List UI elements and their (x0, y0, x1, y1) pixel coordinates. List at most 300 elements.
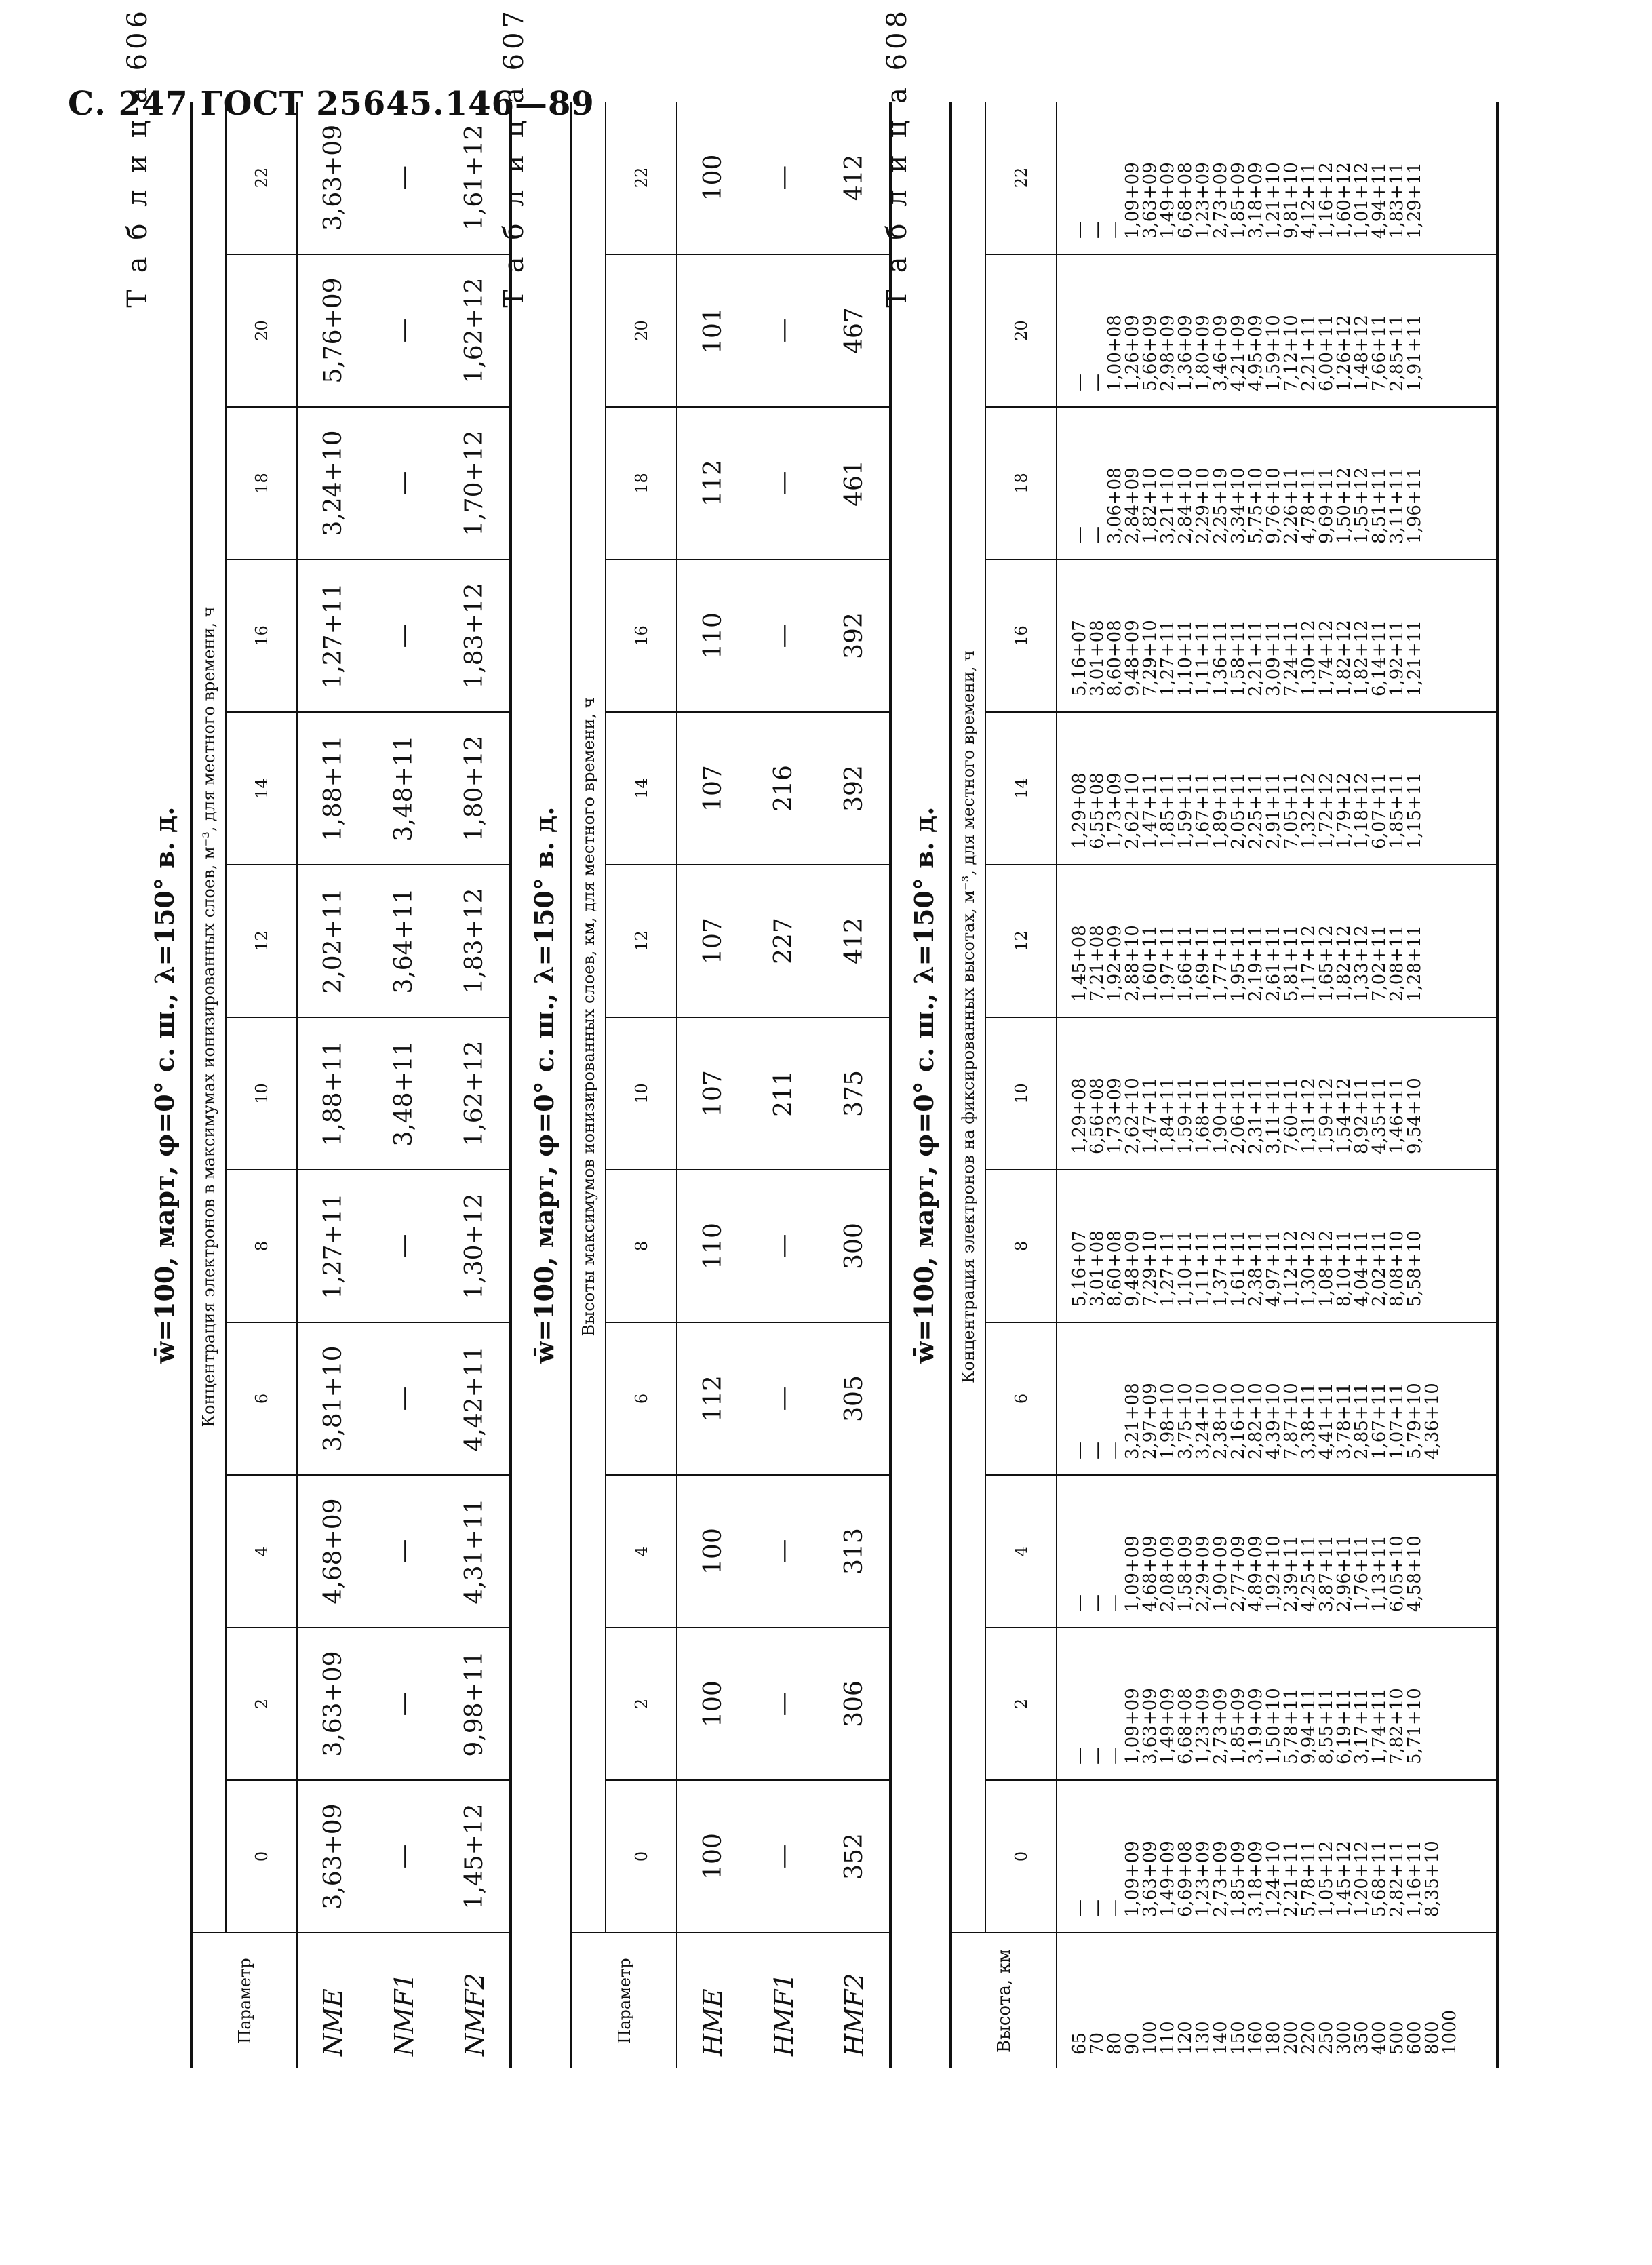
table-606-caption: Т а б л и ц а 606 (122, 7, 153, 308)
table-cell: 2,82+11 (1387, 1840, 1407, 1917)
table-cell: 1,84+11 (1158, 1078, 1178, 1154)
table-cell: — (1087, 1442, 1107, 1459)
table-cell: 1,20+12 (1352, 1840, 1372, 1917)
table-cell: 3,24+10 (297, 407, 368, 559)
table-cell: 2,73+09 (1211, 1840, 1231, 1917)
table-cell: — (1087, 1899, 1107, 1917)
height-value: 65 (1069, 2032, 1090, 2055)
table-cell: 4,12+11 (1299, 162, 1319, 239)
hour-header: 16 (226, 559, 297, 712)
table-cell: 1,85+11 (1387, 772, 1407, 849)
table-cell: 3,63+09 (1140, 1840, 1160, 1917)
table-cell (1423, 560, 1441, 696)
table-cell: 8,92+11 (1352, 1078, 1372, 1154)
table-cell: 1,11+11 (1193, 1230, 1213, 1307)
param-name: HME (698, 1988, 728, 2056)
table-cell: 107 (677, 1017, 748, 1170)
table-row (439, 102, 511, 2068)
height-value: 1000 (1440, 2009, 1460, 2055)
table-cell: 1,29+08 (1069, 1078, 1090, 1154)
table-cell: — (1087, 1594, 1107, 1612)
table-cell: 3,34+10 (1228, 467, 1248, 544)
hour-header: 22 (985, 102, 1057, 254)
table-cell: — (368, 102, 439, 254)
table-cell (1423, 1628, 1441, 1765)
table-row (368, 102, 439, 2068)
table-cell: — (1087, 1747, 1107, 1765)
table-cell: 3,63+09 (297, 1628, 368, 1780)
hour-header: 6 (226, 1322, 297, 1475)
table-cell: 1,50+10 (1263, 1688, 1284, 1765)
table-cell: 4,95+09 (1246, 315, 1266, 391)
table-cell: 1,29+11 (1404, 162, 1425, 239)
table-cell (1441, 1476, 1459, 1612)
hour-header: 0 (985, 1780, 1057, 1933)
table-cell: 4,41+11 (1316, 1383, 1337, 1459)
hour-header: 8 (985, 1170, 1057, 1322)
table-cell (1423, 1018, 1441, 1154)
table-cell: 3,81+10 (297, 1322, 368, 1475)
table-cell: 7,12+10 (1281, 315, 1301, 391)
table-cell: 1,97+11 (1158, 925, 1178, 1002)
table-cell: 1,47+11 (1140, 1078, 1160, 1154)
hour-column (1057, 1017, 1497, 1170)
param-name: NMF1 (389, 1973, 419, 2056)
table-cell: 1,23+09 (1193, 1688, 1213, 1765)
hour-header: 6 (606, 1322, 677, 1475)
table-cell: 112 (677, 1322, 748, 1475)
table-cell: 3,48+11 (368, 712, 439, 865)
hour-header: 22 (226, 102, 297, 254)
table-cell: 1,59+12 (1316, 1078, 1337, 1154)
table-cell: — (368, 1780, 439, 1933)
table-cell (1441, 1323, 1459, 1459)
table-cell: 9,94+11 (1299, 1688, 1319, 1765)
table-cell: 112 (677, 407, 748, 559)
table-cell: 2,97+09 (1140, 1383, 1160, 1459)
table-cell: 1,98+10 (1158, 1383, 1178, 1459)
height-value: 200 (1281, 2021, 1301, 2055)
hour-header: 2 (226, 1628, 297, 1780)
table-cell: 1,09+09 (1122, 162, 1143, 239)
table-cell: 2,39+11 (1281, 1535, 1301, 1612)
table-cell: 1,88+11 (297, 712, 368, 865)
table-cell: 305 (819, 1322, 890, 1475)
table-cell: 1,26+12 (1334, 315, 1354, 391)
table-cell: 110 (677, 559, 748, 712)
table-cell: 1,83+12 (439, 865, 511, 1017)
table-cell: 2,91+11 (1263, 772, 1284, 849)
table-cell: — (1069, 1442, 1090, 1459)
hour-column (1057, 102, 1497, 254)
table-cell: 1,90+09 (1211, 1535, 1231, 1612)
table-cell: 5,75+10 (1246, 467, 1266, 544)
table-cell: 1,30+12 (439, 1170, 511, 1322)
height-value: 300 (1334, 2021, 1354, 2055)
table-cell: 1,65+12 (1316, 925, 1337, 1002)
table-cell: 4,35+11 (1369, 1078, 1390, 1154)
table-cell: 4,31+11 (439, 1475, 511, 1628)
heights-column (1057, 1933, 1497, 2068)
table-cell: 1,76+11 (1352, 1535, 1372, 1612)
table-cell: — (1105, 1442, 1125, 1459)
height-value: 800 (1422, 2021, 1442, 2055)
table-cell: 1,49+09 (1158, 1688, 1178, 1765)
hour-header: 4 (985, 1475, 1057, 1628)
table-cell: 2,77+09 (1228, 1535, 1248, 1612)
hour-header: 18 (985, 407, 1057, 559)
table-cell: 1,11+11 (1193, 620, 1213, 696)
table-cell: 8,55+11 (1316, 1688, 1337, 1765)
param-header: Параметр (571, 1933, 677, 2068)
table-cell: 1,45+12 (439, 1780, 511, 1933)
table-cell: 1,13+11 (1369, 1535, 1390, 1612)
table-608-body (1057, 102, 1497, 2068)
table-cell: 3,09+11 (1263, 620, 1284, 696)
table-cell: 3,63+09 (297, 1780, 368, 1933)
table-cell: 2,38+11 (1246, 1230, 1266, 1307)
table-row (748, 102, 819, 2068)
hour-column (1057, 1170, 1497, 1322)
table-cell: 2,61+11 (1263, 925, 1284, 1002)
hour-column (1057, 1780, 1497, 1933)
table-cell: 2,85+11 (1352, 1383, 1372, 1459)
hour-header: 14 (606, 712, 677, 865)
table-cell: 1,58+09 (1175, 1535, 1196, 1612)
table-cell: — (368, 254, 439, 407)
table-608-title: w̄=100, март, φ=0° с. ш., λ=150° в. д. (909, 806, 939, 1364)
hour-column (1057, 559, 1497, 712)
table-cell: — (1105, 1747, 1125, 1765)
hour-column (1057, 407, 1497, 559)
height-value: 180 (1263, 2021, 1284, 2055)
height-value: 110 (1158, 2021, 1178, 2055)
table-cell: 1,89+11 (1211, 772, 1231, 849)
table-cell: 3,38+11 (1299, 1383, 1319, 1459)
table-cell: 1,85+11 (1158, 772, 1178, 849)
table-cell: 1,80+09 (1193, 315, 1213, 391)
table-cell: 1,68+11 (1193, 1078, 1213, 1154)
table-cell: 1,23+09 (1193, 162, 1213, 239)
table-cell: 5,78+11 (1299, 1840, 1319, 1917)
hour-header: 6 (985, 1322, 1057, 1475)
param-name: NME (318, 1988, 348, 2056)
rotated-content (109, 7, 1634, 2068)
table-cell: 1,23+09 (1193, 1840, 1213, 1917)
table-cell: 1,24+10 (1263, 1840, 1284, 1917)
table-cell: 1,60+12 (1334, 162, 1354, 239)
table-cell: 1,67+11 (1369, 1383, 1390, 1459)
table-cell: 313 (819, 1475, 890, 1628)
table-cell: 1,73+09 (1105, 772, 1125, 849)
table-cell: 4,94+11 (1369, 162, 1390, 239)
table-cell: 1,70+12 (439, 407, 511, 559)
table-cell: 1,30+12 (1299, 620, 1319, 696)
table-606 (190, 102, 512, 2068)
table-cell: 1,49+09 (1158, 1840, 1178, 1917)
table-cell: 227 (748, 865, 819, 1017)
table-row (819, 102, 890, 2068)
table-cell: 1,05+12 (1316, 1840, 1337, 1917)
hours-row (226, 102, 297, 2068)
hour-header: 16 (985, 559, 1057, 712)
table-cell: 101 (677, 254, 748, 407)
table-cell: 1,91+11 (1404, 315, 1425, 391)
height-value: 150 (1228, 2021, 1248, 2055)
table-cell: 6,05+10 (1387, 1535, 1407, 1612)
table-cell: 2,85+11 (1387, 315, 1407, 391)
table-cell: — (748, 407, 819, 559)
table-cell (1441, 713, 1459, 849)
table-cell: 412 (819, 102, 890, 254)
hour-header: 8 (226, 1170, 297, 1322)
table-cell: 2,21+11 (1246, 620, 1266, 696)
table-cell: 3,63+09 (1140, 162, 1160, 239)
table-cell: — (748, 559, 819, 712)
table-cell: 2,16+10 (1228, 1383, 1248, 1459)
table-cell (1441, 1170, 1459, 1307)
table-cell: 2,88+10 (1122, 925, 1143, 1002)
table-cell: 1,16+11 (1404, 1840, 1425, 1917)
height-header: Высота, км (951, 1933, 1057, 2068)
table-cell: — (1087, 221, 1107, 239)
table-cell (1441, 408, 1459, 544)
table-cell: 1,90+11 (1211, 1078, 1231, 1154)
table-cell: 412 (819, 865, 890, 1017)
table-cell: 3,75+10 (1175, 1383, 1196, 1459)
table-cell: 1,12+12 (1281, 1230, 1301, 1307)
table-cell: 8,10+11 (1334, 1230, 1354, 1307)
table-cell: 3,06+08 (1105, 467, 1125, 544)
table-cell: 2,08+09 (1158, 1535, 1178, 1612)
table-cell: 1,27+11 (1158, 1230, 1178, 1307)
table-cell (1441, 865, 1459, 1002)
table-cell: 1,45+12 (1334, 1840, 1354, 1917)
table-cell: 5,58+10 (1404, 1230, 1425, 1307)
table-row (297, 102, 368, 2068)
table-cell: 6,07+11 (1369, 772, 1390, 849)
table-cell: 3,11+11 (1263, 1078, 1284, 1154)
table-cell: 2,19+11 (1246, 925, 1266, 1002)
table-cell: 1,73+09 (1105, 1078, 1125, 1154)
table-cell: 1,96+11 (1404, 467, 1425, 544)
hour-header: 0 (226, 1780, 297, 1933)
table-cell: 9,81+10 (1281, 162, 1301, 239)
table-cell: 1,83+12 (439, 559, 511, 712)
table-cell: 7,66+11 (1369, 315, 1390, 391)
table-cell: 4,89+09 (1246, 1535, 1266, 1612)
table-cell: 1,08+12 (1316, 1230, 1337, 1307)
table-cell: 100 (677, 1475, 748, 1628)
table-row (1057, 102, 1497, 2068)
table-cell: — (368, 1322, 439, 1475)
table-cell: 2,25+19 (1211, 467, 1231, 544)
table-cell: 392 (819, 559, 890, 712)
table-cell: 1,17+12 (1299, 925, 1319, 1002)
hours-row (985, 102, 1057, 2068)
table-cell: — (748, 1322, 819, 1475)
hour-header: 16 (606, 559, 677, 712)
table-cell: 2,98+09 (1158, 315, 1178, 391)
height-value: 500 (1387, 2021, 1407, 2055)
table-cell (1423, 255, 1441, 391)
table-cell: 9,54+10 (1404, 1078, 1425, 1154)
group-header: Концентрация электронов на фиксированных высотах, м⁻³, для местного времени, ч (951, 102, 985, 1933)
table-cell: 9,98+11 (439, 1628, 511, 1780)
height-value: 220 (1299, 2021, 1319, 2055)
hour-header: 22 (606, 102, 677, 254)
height-value: 400 (1369, 2021, 1390, 2055)
table-cell: 1,82+10 (1140, 467, 1160, 544)
table-cell: 352 (819, 1780, 890, 1933)
table-cell: 1,61+11 (1228, 1230, 1248, 1307)
table-cell: 3,01+08 (1087, 620, 1107, 696)
table-cell: 1,36+11 (1211, 620, 1231, 696)
table-cell: 3,63+09 (1140, 1688, 1160, 1765)
table-cell: 4,21+09 (1228, 315, 1248, 391)
hour-column (1057, 1475, 1497, 1628)
table-cell: 100 (677, 102, 748, 254)
table-cell: 100 (677, 1780, 748, 1933)
table-cell: 1,85+09 (1228, 1840, 1248, 1917)
table-cell: 3,18+09 (1246, 1840, 1266, 1917)
table-cell: 1,85+09 (1228, 1688, 1248, 1765)
table-cell: 1,28+11 (1404, 925, 1425, 1002)
hour-header: 10 (985, 1017, 1057, 1170)
table-cell: — (1105, 221, 1125, 239)
table-cell: 3,11+11 (1387, 467, 1407, 544)
table-cell: 1,45+08 (1069, 925, 1090, 1002)
table-608-caption: Т а б л и ц а 608 (882, 7, 913, 308)
table-cell: 107 (677, 712, 748, 865)
table-cell: 1,10+11 (1175, 620, 1196, 696)
table-cell: 4,39+10 (1263, 1383, 1284, 1459)
table-cell: 1,82+12 (1334, 620, 1354, 696)
table-cell: 1,33+12 (1352, 925, 1372, 1002)
table-cell: 7,29+10 (1140, 620, 1160, 696)
table-607-caption: Т а б л и ц а 607 (498, 7, 530, 308)
table-cell: 1,27+11 (297, 559, 368, 712)
table-cell: — (1069, 526, 1090, 544)
table-cell: 1,62+12 (439, 1017, 511, 1170)
table-cell: 1,26+09 (1122, 315, 1143, 391)
table-cell: 375 (819, 1017, 890, 1170)
table-cell: 3,78+11 (1334, 1383, 1354, 1459)
hour-header: 20 (606, 254, 677, 407)
table-cell: 1,59+10 (1263, 315, 1284, 391)
table-cell: 1,69+11 (1193, 925, 1213, 1002)
table-cell: 3,01+08 (1087, 1230, 1107, 1307)
table-cell: — (1069, 1899, 1090, 1917)
table-cell: 2,02+11 (1369, 1230, 1390, 1307)
table-cell: 9,48+09 (1122, 620, 1143, 696)
height-value: 80 (1105, 2032, 1125, 2055)
table-cell: 6,14+11 (1369, 620, 1390, 696)
table-cell: 1,00+08 (1105, 315, 1125, 391)
table-cell: 1,27+11 (297, 1170, 368, 1322)
hour-column (1057, 712, 1497, 865)
table-cell: 461 (819, 407, 890, 559)
table-cell: 1,31+12 (1299, 1078, 1319, 1154)
table-cell: 1,09+09 (1122, 1688, 1143, 1765)
table-cell: 2,29+09 (1193, 1535, 1213, 1612)
table-cell: 7,02+11 (1369, 925, 1390, 1002)
table-cell (1441, 255, 1459, 391)
table-cell: — (1105, 1899, 1125, 1917)
table-cell: 1,01+12 (1352, 162, 1372, 239)
table-cell: 1,74+11 (1369, 1688, 1390, 1765)
table-cell: 1,95+11 (1228, 925, 1248, 1002)
height-value: 90 (1122, 2032, 1143, 2055)
hour-header: 0 (606, 1780, 677, 1933)
hour-header: 12 (226, 865, 297, 1017)
hour-header: 14 (985, 712, 1057, 865)
table-cell: 2,96+11 (1334, 1535, 1354, 1612)
table-cell: 6,19+11 (1334, 1688, 1354, 1765)
table-cell (1423, 1476, 1441, 1612)
table-cell: 5,79+10 (1404, 1383, 1425, 1459)
group-header: Высоты максимумов ионизированных слоев, км, для местного времени, ч (571, 102, 606, 1933)
hour-column (1057, 865, 1497, 1017)
table-cell: 7,29+10 (1140, 1230, 1160, 1307)
table-cell: 1,72+12 (1316, 772, 1337, 849)
table-cell: 2,06+11 (1228, 1078, 1248, 1154)
table-cell: 1,09+09 (1122, 1535, 1143, 1612)
table-cell: 2,02+11 (297, 865, 368, 1017)
hour-header: 14 (226, 712, 297, 865)
table-cell: — (1069, 374, 1090, 391)
table-cell: 7,60+11 (1281, 1078, 1301, 1154)
table-cell: — (1087, 374, 1107, 391)
param-name: NMF2 (439, 1933, 511, 2068)
table-cell: 5,68+11 (1369, 1840, 1390, 1917)
table-cell: 8,60+08 (1105, 620, 1125, 696)
table-cell: 7,21+08 (1087, 925, 1107, 1002)
table-cell: 3,87+11 (1316, 1535, 1337, 1612)
height-value: 350 (1352, 2021, 1372, 2055)
table-cell: 1,82+12 (1352, 620, 1372, 696)
hour-header: 12 (606, 865, 677, 1017)
table-cell: 6,68+08 (1175, 162, 1196, 239)
table-cell: 1,66+11 (1175, 925, 1196, 1002)
hours-row (606, 102, 677, 2068)
table-cell (1423, 713, 1441, 849)
table-cell: 306 (819, 1628, 890, 1780)
table-cell: 2,82+10 (1246, 1383, 1266, 1459)
table-cell: 2,62+10 (1122, 772, 1143, 849)
table-cell: 2,29+10 (1193, 467, 1213, 544)
table-cell: 3,48+11 (368, 1017, 439, 1170)
table-cell: 1,36+09 (1175, 315, 1196, 391)
hour-column (1057, 1322, 1497, 1475)
table-cell: 9,48+09 (1122, 1230, 1143, 1307)
table-cell: 4,58+10 (1404, 1535, 1425, 1612)
hour-header: 12 (985, 865, 1057, 1017)
table-cell: 4,04+11 (1352, 1230, 1372, 1307)
table-cell: 1,48+12 (1352, 315, 1372, 391)
table-cell: — (748, 1780, 819, 1933)
table-cell: 2,05+11 (1228, 772, 1248, 849)
table-607-title: w̄=100, март, φ=0° с. ш., λ=150° в. д. (529, 806, 559, 1364)
table-cell: 8,08+10 (1387, 1230, 1407, 1307)
table-cell: 1,30+12 (1299, 1230, 1319, 1307)
table-cell: 7,24+11 (1281, 620, 1301, 696)
table-cell: 1,21+11 (1404, 620, 1425, 696)
table-cell: 3,46+09 (1211, 315, 1231, 391)
table-cell: — (748, 1475, 819, 1628)
hour-header: 18 (226, 407, 297, 559)
table-cell: 5,66+09 (1140, 315, 1160, 391)
